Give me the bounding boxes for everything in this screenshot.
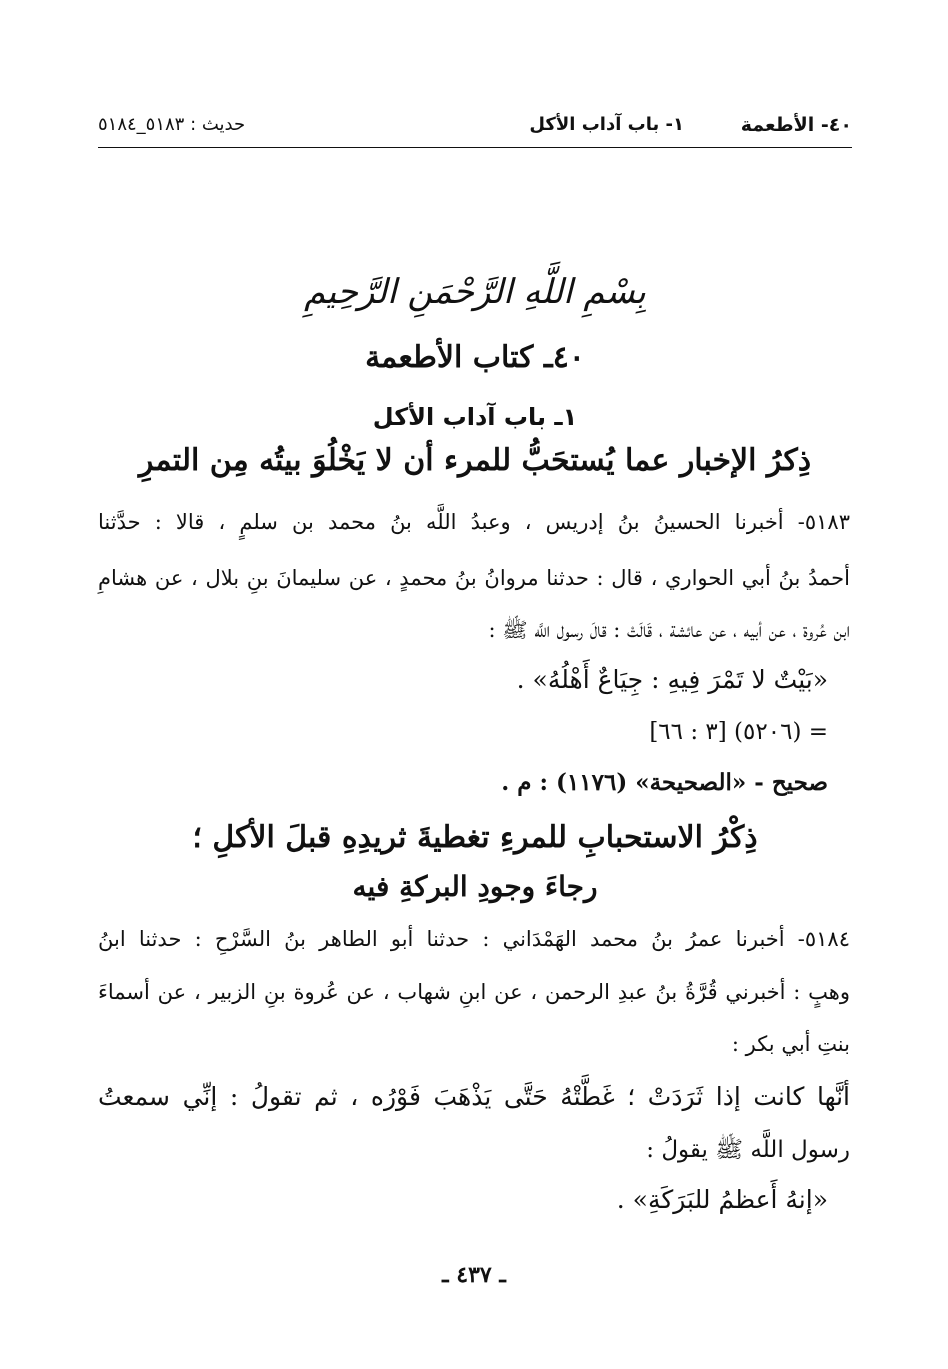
running-header [98, 108, 852, 144]
hadith-5184-matn-line-3: «إنهُ أَعظمُ للبَرَكَةِ» . [616, 1185, 828, 1214]
hadith-5183-grade: صحيح - «الصحيحة» (١١٧٦) : م . [501, 769, 828, 796]
section-heading-2-line-2: رجاءَ وجودِ البركةِ فيه [352, 870, 598, 903]
basmala-calligraphy [300, 262, 650, 322]
section-heading-2-line-1: ذِكْرُ الاستحبابِ للمرءِ تغطيةَ ثريدِهِ قبلَ الأكلِ ؛ [192, 820, 758, 855]
book-title: ٤٠ـ كتاب الأطعمة [365, 340, 585, 375]
hadith-5184-isnad-line-2: وهبٍ : أخبرني قُرَّةُ بنُ عبدِ الرحمن ، عن ابنِ شهاب ، عن عُروة بنِ الزبير ، عن أسماءَ [98, 980, 850, 1004]
hadith-5183-matn: «بَيْتٌ لا تَمْرَ فِيهِ : جِيَاعٌ أَهْلُهُ» . [516, 665, 828, 694]
header-book-name: ٤٠- الأطعمة [740, 114, 852, 136]
header-hadith-range: حديث : ٥١٨٣_٥١٨٤ [98, 114, 246, 135]
hadith-5183-isnad-line-1: ٥١٨٣- أخبرنا الحسينُ بنُ إدريس ، وعبدُ اللَّه بنُ محمد بن سلمٍ ، قالا : حدَّثنا [98, 510, 850, 534]
chapter-title: ١ـ باب آداب الأكل [372, 403, 578, 431]
hadith-5183-isnad-line-2: أحمدُ بنُ أبي الحواري ، قال : حدثنا مروانُ بنُ محمدٍ ، عن سليمانَ بنِ بلال ، عن هشامِ [98, 566, 850, 590]
hadith-5184-isnad-line-3: بنتِ أبي بكر : [731, 1032, 850, 1056]
section-heading-1: ذِكرُ الإخبار عما يُستحَبُّ للمرء أن لا يَخْلُوَ بيتُه مِن التمرِ [138, 443, 812, 478]
hadith-5184-matn-line-1: أنَّها كانت إذا ثَرَدَتْ ؛ غَطَّتْهُ حَتَّى يَذْهَبَ فَوْرُه ، ثم تقولُ : إنِّي سمعتُ [98, 1082, 850, 1111]
hadith-5183-cross-reference: = (٥٢٠٦) [٣ : ٦٦] [649, 719, 828, 745]
header-divider [98, 147, 852, 148]
basmala-text: بِسْمِ اللَّهِ الرَّحْمَنِ الرَّحِيمِ [304, 272, 646, 312]
page-number: ـ ٤٣٧ ـ [442, 1262, 506, 1288]
hadith-5184-matn-line-2: رسول اللَّه ﷺ يقولُ : [646, 1137, 850, 1163]
header-chapter-name: ١- باب آداب الأكل [529, 114, 684, 135]
hadith-5183-isnad-line-3: ابن عُروة ، عن أبيه ، عن عائشة ، قَالَتْ : قالَ رسول اللَّه ﷺ : [488, 618, 850, 642]
hadith-5184-isnad-line-1: ٥١٨٤- أخبرنا عمرُ بنُ محمد الهَمْدَاني : حدثنا أبو الطاهر بنُ السَّرْحِ : حدثنا ابنُ [98, 927, 850, 951]
